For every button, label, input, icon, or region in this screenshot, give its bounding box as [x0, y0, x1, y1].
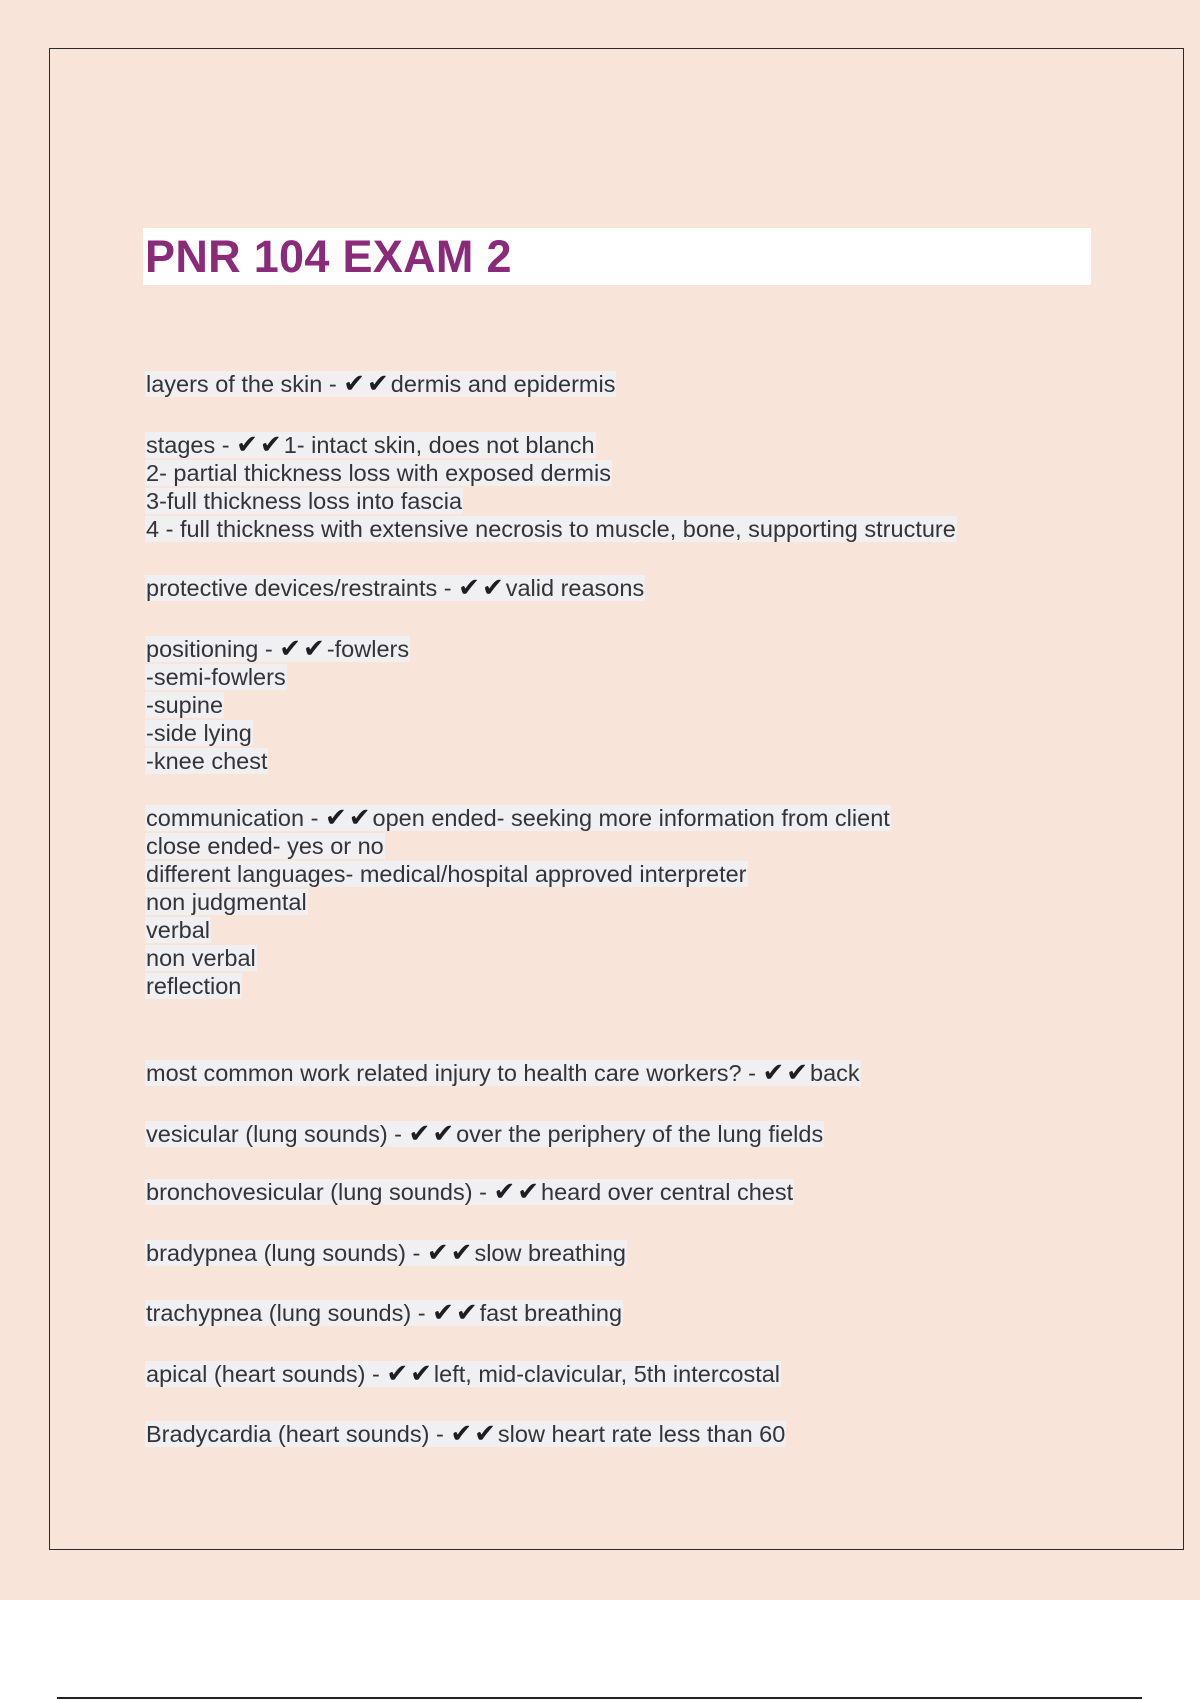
answer-line: close ended- yes or no [146, 833, 384, 859]
answer-line: verbal [146, 917, 211, 943]
term: most common work related injury to health care workers? - [146, 1060, 756, 1086]
double-check-icon: ✔✔ [493, 1176, 542, 1206]
term: stages - [146, 432, 230, 458]
double-check-icon: ✔✔ [236, 429, 284, 459]
double-check-icon: ✔✔ [343, 368, 391, 398]
answer-line: slow heart rate less than 60 [497, 1421, 786, 1447]
term: protective devices/restraints - [146, 575, 452, 601]
qa-item [145, 1177, 794, 1206]
qa-item [145, 1238, 627, 1267]
answer-line: heard over central chest [541, 1179, 794, 1205]
double-check-icon: ✔✔ [408, 1118, 457, 1148]
answer-line: -knee chest [146, 748, 268, 774]
answer-line: 1- intact skin, does not blanch [283, 432, 595, 458]
term: positioning - [146, 636, 273, 662]
answer-line: open ended- seeking more information from client [372, 805, 890, 831]
qa-item [145, 1359, 781, 1388]
answer-line: -side lying [146, 720, 252, 746]
double-check-icon: ✔✔ [386, 1358, 434, 1388]
term: apical (heart sounds) - [146, 1361, 380, 1387]
answer-line: -semi-fowlers [146, 664, 286, 690]
qa-item [145, 369, 616, 398]
answer-line: fast breathing [479, 1300, 623, 1326]
term: Bradycardia (heart sounds) - [146, 1421, 444, 1447]
term: trachypnea (lung sounds) - [146, 1300, 426, 1326]
double-check-icon: ✔✔ [762, 1057, 811, 1087]
qa-item [145, 1298, 623, 1327]
answer-line: valid reasons [505, 575, 645, 601]
qa-item [145, 1058, 861, 1087]
answer-line: 2- partial thickness loss with exposed dermis [146, 460, 611, 486]
qa-item [145, 430, 957, 543]
answer-line: reflection [146, 973, 242, 999]
qa-item [145, 573, 645, 602]
double-check-icon: ✔✔ [426, 1237, 475, 1267]
qa-item [145, 634, 410, 775]
answer-line: over the periphery of the lung fields [456, 1121, 824, 1147]
qa-item [145, 1119, 824, 1148]
answer-line: back [810, 1060, 860, 1086]
term: communication - [146, 805, 319, 831]
answer-line: dermis and epidermis [390, 371, 616, 397]
answer-line: different languages- medical/hospital approved interpreter [146, 861, 747, 887]
answer-line: non judgmental [146, 889, 307, 915]
answer-line: 3-full thickness loss into fascia [146, 488, 463, 514]
answer-line: -fowlers [326, 636, 410, 662]
double-check-icon: ✔✔ [432, 1297, 480, 1327]
answer-line: 4 - full thickness with extensive necrosis to muscle, bone, supporting structure [146, 516, 956, 542]
term: vesicular (lung sounds) - [146, 1121, 402, 1147]
double-check-icon: ✔✔ [324, 802, 373, 832]
answer-line: non verbal [146, 945, 256, 971]
answer-line: slow breathing [474, 1240, 626, 1266]
answer-line: -supine [146, 692, 224, 718]
footer-divider [57, 1697, 1142, 1699]
double-check-icon: ✔✔ [458, 572, 506, 602]
double-check-icon: ✔✔ [279, 633, 327, 663]
term: bronchovesicular (lung sounds) - [146, 1179, 487, 1205]
qa-item [145, 803, 891, 1000]
term: bradypnea (lung sounds) - [146, 1240, 421, 1266]
answer-line: left, mid-clavicular, 5th intercostal [433, 1361, 781, 1387]
double-check-icon: ✔✔ [450, 1418, 498, 1448]
page-title: PNR 104 EXAM 2 [145, 231, 512, 282]
term: layers of the skin - [146, 371, 337, 397]
qa-item [145, 1419, 786, 1448]
